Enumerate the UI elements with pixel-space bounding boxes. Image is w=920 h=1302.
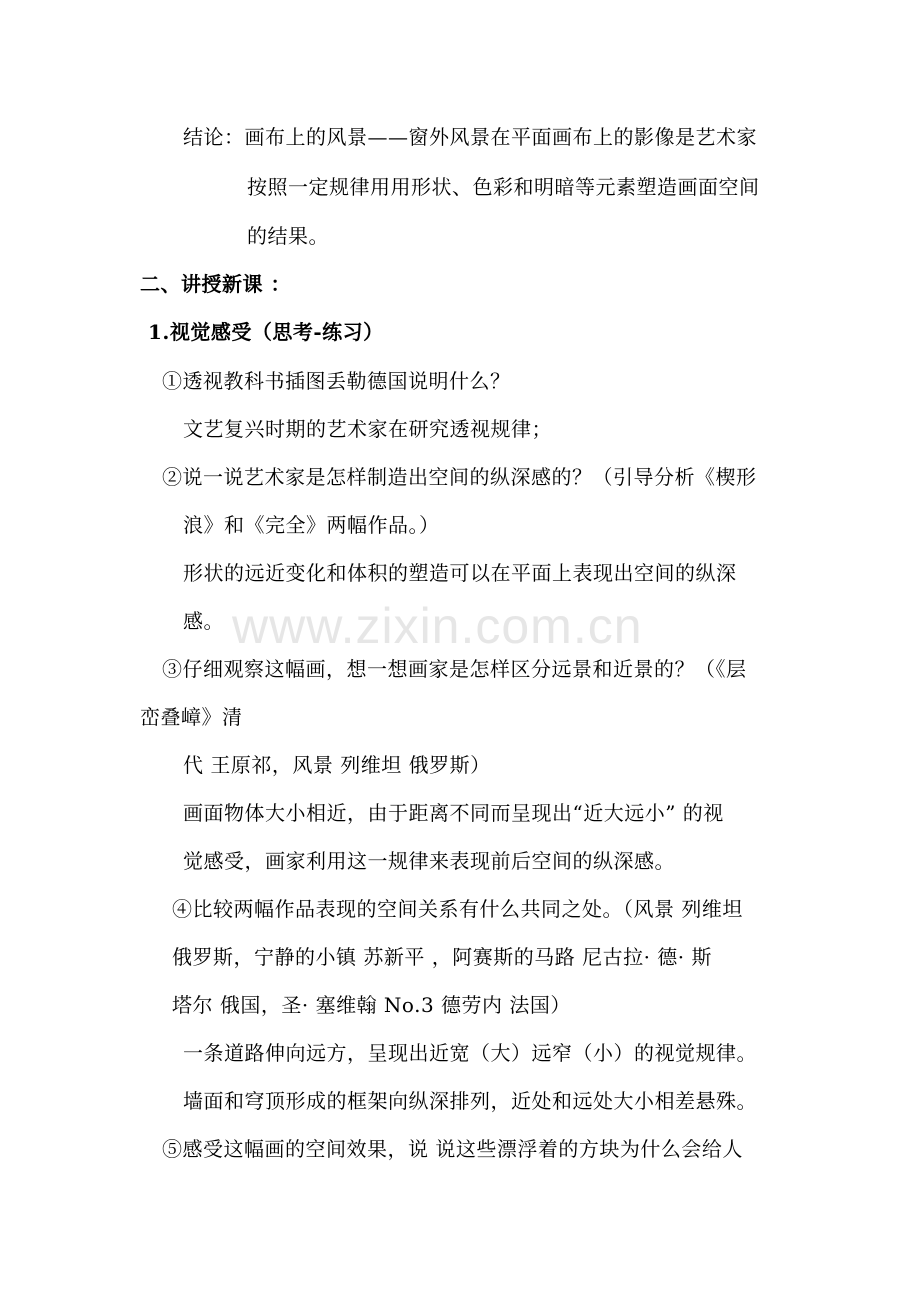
question-1: ①透视教科书插图丢勒德国说明什么？ bbox=[162, 369, 511, 393]
question-4-line-3: 塔尔 俄国，圣· 塞维翰 No.3 德劳内 法国） bbox=[172, 993, 571, 1017]
question-3-line-3: 代 王原祁，风景 列维坦 俄罗斯） bbox=[183, 753, 491, 777]
watermark: www.zixin.com.cn bbox=[232, 598, 643, 654]
answer-3-line-2: 觉感受，画家利用这一规律来表现前后空间的纵深感。 bbox=[183, 849, 675, 873]
question-4-line-1: ④比较两幅作品表现的空间关系有什么共同之处。（风景 列维坦 bbox=[172, 897, 743, 921]
answer-3-line-1: 画面物体大小相近，由于距离不同而呈现出“近大远小” 的视 bbox=[183, 801, 724, 825]
answer-1: 文艺复兴时期的艺术家在研究透视规律； bbox=[183, 417, 552, 441]
answer-4-line-2: 墙面和穹顶形成的框架向纵深排列，近处和远处大小相差悬殊。 bbox=[183, 1089, 757, 1113]
question-4-line-2: 俄罗斯，宁静的小镇 苏新平 ，阿赛斯的马路 尼古拉· 德· 斯 bbox=[172, 945, 713, 969]
answer-4-line-1: 一条道路伸向远方，呈现出近宽（大）远窄（小）的视觉规律。 bbox=[183, 1041, 757, 1065]
answer-2-line-1: 形状的远近变化和体积的塑造可以在平面上表现出空间的纵深 bbox=[183, 561, 737, 585]
answer-2-line-2: 感。 bbox=[183, 609, 224, 633]
question-2-line-2: 浪》和《完全》两幅作品。） bbox=[183, 513, 440, 537]
question-3-line-1: ③仔细观察这幅画，想一想画家是怎样区分远景和近景的？（《层 bbox=[162, 657, 747, 681]
question-2-line-1: ②说一说艺术家是怎样制造出空间的纵深感的？（引导分析《楔形 bbox=[162, 465, 757, 489]
conclusion-line-3: 的结果。 bbox=[247, 224, 329, 248]
conclusion-line-2: 按照一定规律用用形状、色彩和明暗等元素塑造画面空间 bbox=[247, 175, 760, 199]
conclusion-line-1: 结论：画布上的风景——窗外风景在平面画布上的影像是艺术家 bbox=[183, 125, 757, 149]
subsection-heading: 1.视觉感受（思考-练习） bbox=[148, 320, 384, 344]
question-3-line-2: 峦叠嶂》清 bbox=[140, 705, 243, 729]
section-heading: 二、讲授新课 ： bbox=[140, 272, 291, 296]
question-5-line-1: ⑤感受这幅画的空间效果，说 说这些漂浮着的方块为什么会给人 bbox=[162, 1137, 743, 1161]
